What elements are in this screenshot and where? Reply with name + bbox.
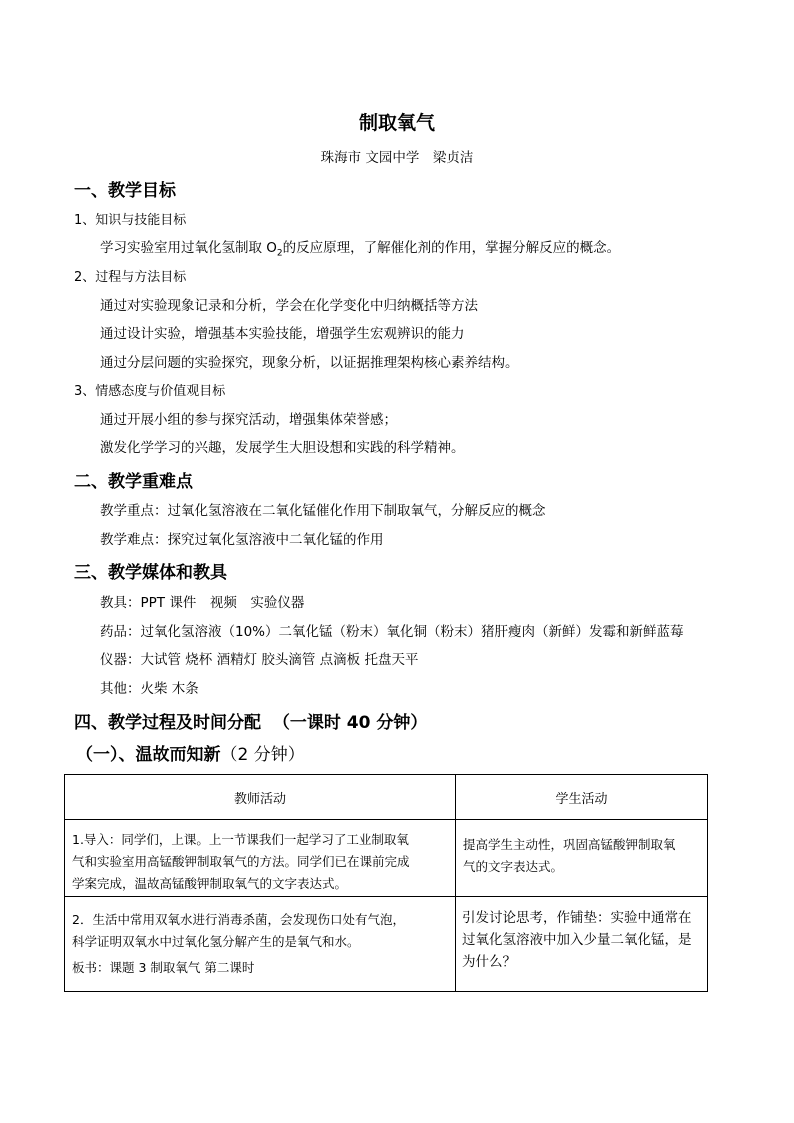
activity-table [64,774,708,992]
subscript-2: 2 [276,248,283,259]
paragraph-process-1: 通过对实验现象记录和分析，学会在化学变化中归纳概括等方法 [100,298,478,314]
text-part: 的反应原理，了解催化剂的作用，掌握分解反应的概念。 [282,240,621,256]
paragraph-knowledge [100,236,620,259]
paragraph-attitude-2: 激发化学学习的兴趣，发展学生大胆设想和实践的科学精神。 [100,440,465,456]
teacher-cell [65,897,456,992]
paragraph-difficult-point: 教学难点：探究过氧化氢溶液中二氧化锰的作用 [100,532,384,548]
subsection-heading-review [76,740,305,765]
paragraph-process-3: 通过分层问题的实验探究，现象分析，以证据推理架构核心素养结构。 [100,355,519,371]
cell-line: 提高学生主动性，巩固高锰酸钾制取氧 [463,837,676,852]
section-heading-media: 三、教学媒体和教具 [74,563,227,583]
subheading-process: 2、过程与方法目标 [74,270,187,285]
student-cell [456,897,708,992]
teacher-cell [65,820,456,897]
table-row [65,820,708,897]
cell-line: 2．生活中常用双氧水进行消毒杀菌，会发现伤口处有气泡， [72,912,405,927]
paragraph-teaching-aids: 教具：PPT 课件 视频 实验仪器 [100,595,305,611]
section-heading-process [74,708,427,733]
paragraph-others: 其他：火柴 木条 [100,681,199,697]
cell-line: 为什么？ [462,954,516,970]
cell-line: 学案完成，温故高锰酸钾制取氧气的文字表达式。 [72,876,348,891]
paragraph-key-point: 教学重点：过氧化氢溶液在二氧化锰催化作用下制取氧气，分解反应的概念 [100,503,546,519]
subsection-note: （2 分钟） [220,745,305,765]
cell-line: 气的文字表达式。 [463,859,564,874]
cell-line: 气和实验室用高锰酸钾制取氧气的方法。同学们已在课前完成 [72,854,410,869]
text-part: 学习实验室用过氧化氢制取 O [100,240,277,256]
subheading-knowledge: 1、知识与技能目标 [74,213,187,228]
section-heading-objectives: 一、教学目标 [74,181,176,201]
doc-author: 珠海市 文园中学 梁贞洁 [320,150,474,166]
section-heading-key-points: 二、教学重难点 [74,472,193,492]
header-student: 学生活动 [456,775,708,820]
student-cell [456,820,708,897]
subsection-title: （一）、温故而知新 [76,745,221,765]
paragraph-attitude-1: 通过开展小组的参与探究活动，增强集体荣誉感； [100,412,397,428]
subheading-attitude: 3、情感态度与价值观目标 [74,384,226,399]
header-teacher: 教师活动 [65,775,456,820]
cell-line: 过氧化氢溶液中加入少量二氧化锰，是 [462,932,692,948]
heading-note: （一课时 40 分钟） [272,713,428,733]
doc-title: 制取氧气 [358,112,435,134]
cell-line: 科学证明双氧水中过氧化氢分解产生的是氧气和水。 [72,934,360,949]
heading-text: 四、教学过程及时间分配 [74,713,261,733]
cell-line: 1.导入：同学们，上课。上一节课我们一起学习了工业制取氧 [72,832,409,847]
paragraph-reagents: 药品：过氧化氢溶液（10%）二氧化锰（粉末）氧化铜（粉末）猪肝瘦肉（新鲜）发霉和新鲜蓝莓 [100,624,684,640]
cell-line: 引发讨论思考，作铺垫：实验中通常在 [462,910,692,926]
paragraph-instruments: 仪器：大试管 烧杯 酒精灯 胶头滴管 点滴板 托盘天平 [100,652,419,668]
table-row [65,897,708,992]
cell-line: 板书：课题 3 制取氧气 第二课时 [72,960,255,975]
table-header-row [65,775,708,820]
paragraph-process-2: 通过设计实验，增强基本实验技能，增强学生宏观辨识的能力 [100,326,465,342]
